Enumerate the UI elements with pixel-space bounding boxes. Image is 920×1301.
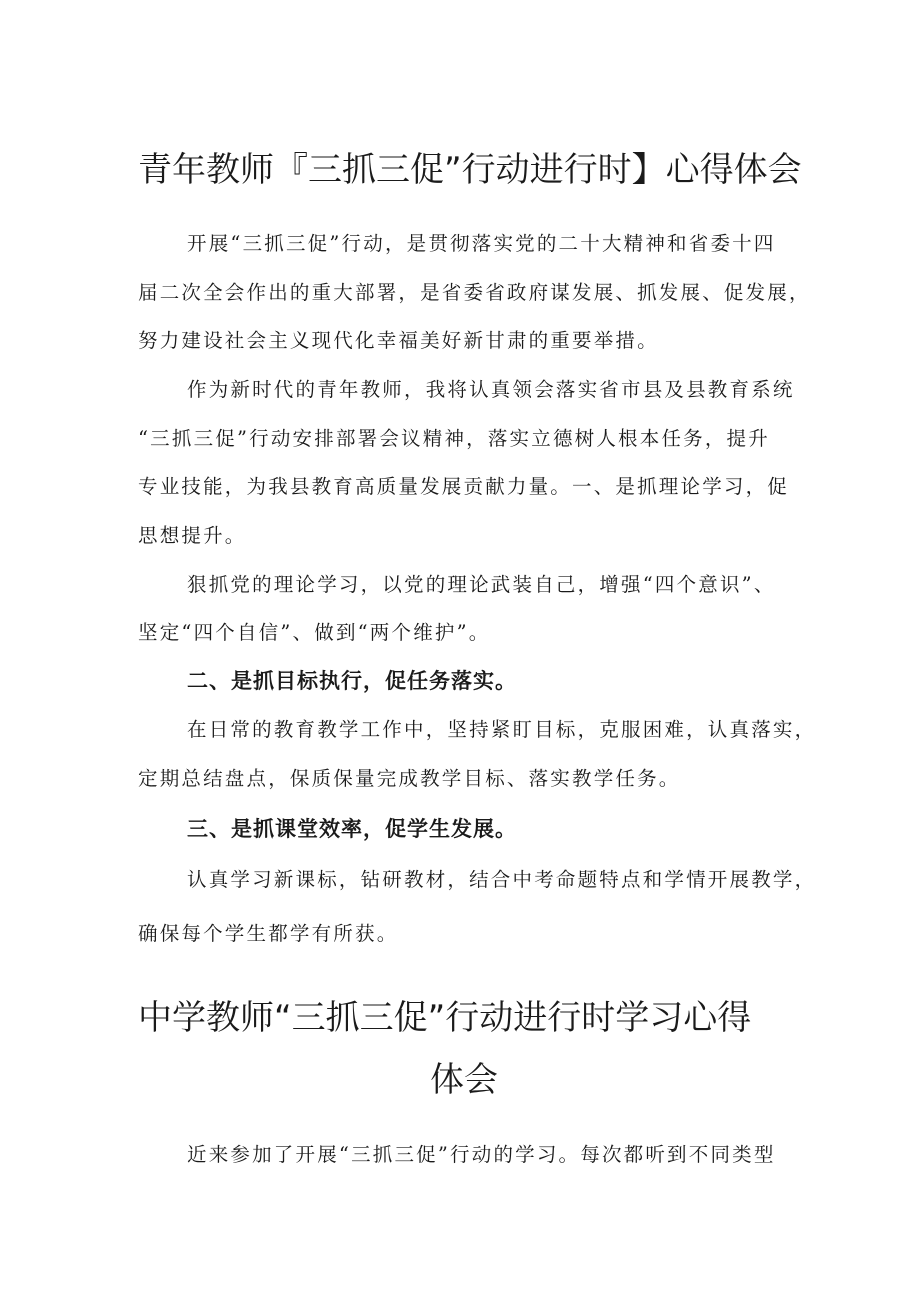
article-1-paragraph-3-line-1: 狠抓党的理论学习，以党的理论武装自己，增强“四个意识”、 (187, 573, 776, 596)
article-1-paragraph-2-line-4: 思想提升。 (138, 524, 247, 547)
article-2-title-line-2: 体会 (430, 1060, 498, 1100)
article-1-heading-3: 三、是抓课堂效率，促学生发展。 (187, 817, 517, 841)
article-1-paragraph-5-line-2: 确保每个学生都学有所获。 (138, 922, 399, 945)
article-1-paragraph-4-line-1: 在日常的教育教学工作中，坚持紧盯目标，克服困难，认真落实， (187, 718, 817, 741)
article-1-paragraph-1-line-2: 届二次全会作出的重大部署，是省委省政府谋发展、抓发展、促发展， (138, 281, 811, 304)
article-1-paragraph-2-line-3: 专业技能，为我县教育高质量发展贡献力量。一、是抓理论学习，促 (138, 475, 790, 498)
article-2-paragraph-1-line-1: 近来参加了开展“三抓三促”行动的学习。每次都听到不同类型 (187, 1143, 776, 1166)
article-2-title-line-1: 中学教师“三抓三促”行动进行时学习心得 (138, 998, 752, 1038)
article-1-paragraph-4-line-2: 定期总结盘点，保质保量完成教学目标、落实教学任务。 (138, 767, 681, 790)
article-1-paragraph-2-line-2: “三抓三促”行动安排部署会议精神，落实立德树人根本任务，提升 (138, 427, 770, 450)
article-1-paragraph-1-line-3: 努力建设社会主义现代化幸福美好新甘肃的重要举措。 (138, 329, 659, 352)
article-1-title: 青年教师『三抓三促”行动进行时】心得体会 (138, 150, 802, 190)
article-1-paragraph-3-line-2: 坚定“四个自信”、做到“两个维护”。 (138, 621, 491, 644)
article-1-paragraph-2-line-1: 作为新时代的青年教师，我将认真领会落实省市县及县教育系统 (187, 378, 795, 401)
article-1-heading-2: 二、是抓目标执行，促任务落实。 (187, 669, 517, 693)
article-1-paragraph-1-line-1: 开展“三抓三促”行动，是贯彻落实党的二十大精神和省委十四 (187, 232, 776, 255)
article-1-paragraph-5-line-1: 认真学习新课标，钻研教材，结合中考命题特点和学情开展教学， (187, 868, 817, 891)
